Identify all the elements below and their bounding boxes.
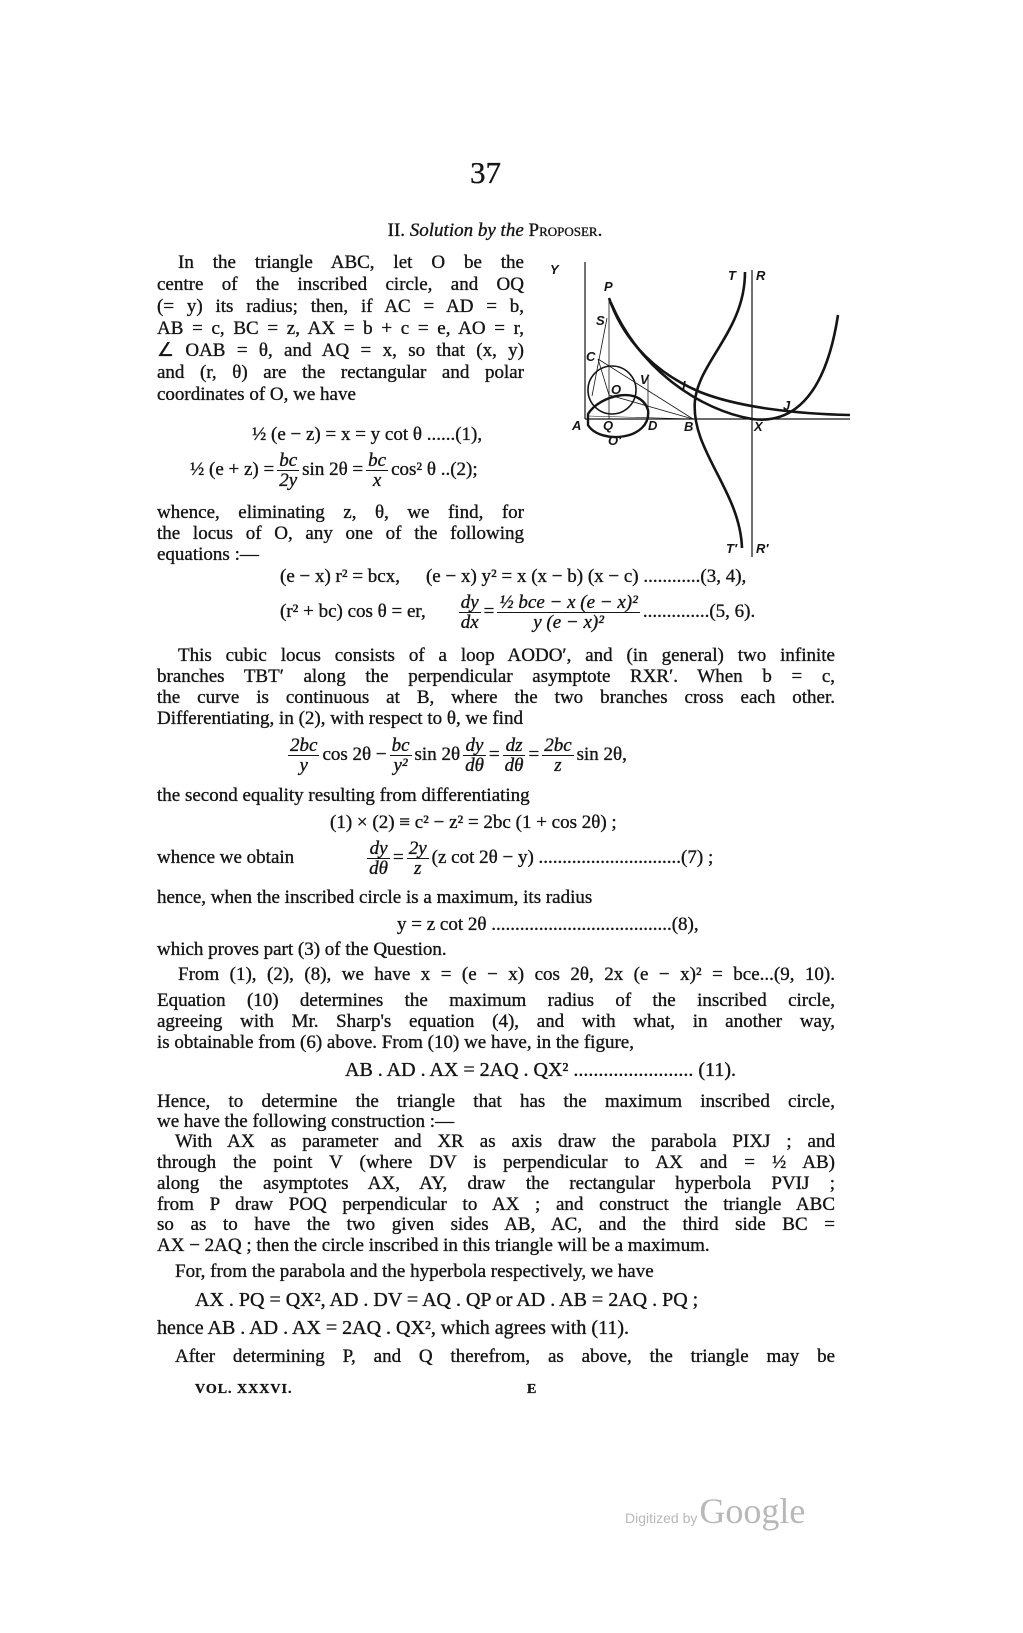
para4-line: Hence, to determine the triangle that has the maximum inscribed circle,	[157, 1091, 835, 1112]
para5-line: from P draw POQ perpendicular to AX ; and construct the triangle ABC	[157, 1194, 835, 1215]
intro-line: (= y) its radius; then, if AC = AD = b,	[157, 296, 524, 317]
numerator: 2bc	[290, 735, 318, 757]
eq-part: sin 2θ	[414, 744, 461, 765]
label-t-prime: T′	[726, 541, 738, 556]
fraction	[503, 736, 526, 775]
para3-line: Equation (10) determines the maximum radius of the inscribed circle,	[157, 990, 835, 1011]
text-line: For, from the parabola and the hyperbola respectively, we have	[175, 1261, 654, 1282]
denominator: dθ	[504, 755, 524, 777]
eq-part: =	[528, 744, 540, 765]
heading-smallcaps: Proposer.	[528, 220, 603, 241]
equation-product: (1) × (2) ≡ c² − z² = 2bc (1 + cos 2θ) ;	[330, 812, 617, 833]
intro-line: In the triangle ABC, let O be the	[178, 252, 524, 273]
fraction	[366, 451, 388, 490]
numerator: dy	[460, 592, 479, 614]
para5-line: through the point V (where DV is perpendicular to AX and = ½ AB)	[157, 1152, 835, 1173]
label-i: I	[682, 378, 686, 393]
eq-part: sin 2θ,	[576, 744, 627, 765]
volume-footer: VOL. XXXVI.	[195, 1382, 293, 1397]
label-t: T	[728, 268, 736, 283]
para2-line: This cubic locus consists of a loop AODO′, and (in general) two infinite	[178, 645, 835, 666]
fraction	[277, 451, 299, 490]
para3-line: is obtainable from (6) above. From (10) we have, in the figure,	[157, 1032, 634, 1053]
para5-line: AX − 2AQ ; then the circle inscribed in this triangle will be a maximum.	[157, 1235, 710, 1256]
figure-labels	[550, 262, 791, 556]
numerator: bc	[279, 450, 298, 472]
numerator: dz	[503, 736, 526, 756]
equation-7	[157, 836, 835, 880]
label-s: S	[596, 313, 605, 328]
label-j: J	[783, 398, 791, 413]
watermark	[625, 1490, 805, 1532]
text-line: After determining P, and Q therefrom, as above, the triangle may be	[175, 1346, 835, 1367]
whence-line: equations :—	[157, 544, 259, 565]
equation-differentiation	[285, 733, 627, 777]
text-line: the second equality resulting from differentiating	[157, 785, 530, 806]
label-r-prime: R′	[756, 541, 769, 556]
section-heading	[0, 220, 990, 242]
signature-mark: E	[527, 1382, 538, 1397]
label-p: P	[604, 279, 613, 294]
label-o: O	[611, 382, 622, 397]
numerator: bc	[391, 735, 410, 757]
numerator: 2bc	[544, 735, 572, 757]
equation-5-6	[280, 590, 755, 634]
text-line: hence AB . AD . AX = 2AQ . QX², which agrees with (11).	[157, 1317, 630, 1339]
fraction	[497, 593, 639, 632]
para2-line: branches TBT′ along the perpendicular asymptote RXR′. When b = c,	[157, 666, 835, 687]
fraction	[463, 736, 486, 775]
equation-11: AB . AD . AX = 2AQ . QX² ........................ (11).	[345, 1059, 736, 1081]
heading-italic: Solution by the	[409, 220, 524, 241]
label-a: A	[572, 418, 582, 433]
intro-line: centre of the inscribed circle, and OQ	[157, 274, 524, 295]
numerator: dy	[463, 736, 486, 756]
eq-part: ½ (e + z) =	[190, 459, 275, 480]
eq-part: cos 2θ −	[322, 744, 387, 765]
label-q: Q	[603, 418, 614, 433]
eq-part: cos² θ ..(2);	[391, 459, 478, 480]
label-b: B	[684, 419, 694, 434]
equation-8: y = z cot 2θ ......................................(8),	[397, 914, 699, 935]
numerator: bc	[368, 450, 387, 472]
watermark-brand: Google	[699, 1491, 806, 1531]
whence-line: the locus of O, any one of the following	[157, 523, 524, 544]
eq-part: =	[393, 847, 404, 868]
heading-numeral: II.	[387, 220, 406, 241]
numerator: 2y	[408, 838, 427, 860]
para2-line: the curve is continuous at B, where the two branches cross each other.	[157, 687, 835, 708]
equation-parabola: AX . PQ = QX², AD . DV = AQ . QP or AD . AB = 2AQ . PQ ;	[195, 1289, 699, 1311]
equation-2	[190, 448, 478, 492]
denominator: z	[554, 755, 562, 777]
label-c: C	[586, 349, 596, 364]
label-r: R	[756, 268, 766, 283]
label-d: D	[648, 418, 658, 433]
denominator: dθ	[369, 858, 389, 880]
eq-part: sin 2θ =	[302, 459, 364, 480]
denominator: z	[414, 858, 422, 880]
fraction	[288, 736, 319, 775]
para5-line: along the asymptotes AX, AY, draw the rectangular hyperbola PVIJ ;	[157, 1173, 835, 1194]
para5-line: With AX as parameter and XR as axis draw the parabola PIXJ ; and	[175, 1131, 835, 1152]
label-o-prime: O′	[608, 433, 622, 448]
eq-part: (e − x) y² = x (x − b) (x − c) ............(3, 4),	[425, 566, 747, 587]
page-number: 37	[470, 155, 501, 190]
denominator: y	[299, 755, 308, 777]
para3-line: agreeing with Mr. Sharp's equation (4), and with what, in another way,	[157, 1011, 835, 1032]
intro-line: and (r, θ) are the rectangular and polar	[157, 362, 524, 383]
eq-part: (z cot 2θ − y) ..............................(7) ;	[431, 847, 714, 868]
label-v: V	[640, 372, 649, 387]
whence-line: whence, eliminating z, θ, we find, for	[157, 502, 524, 523]
denominator: y²	[393, 755, 408, 777]
para2-line: Differentiating, in (2), with respect to θ, we find	[157, 708, 523, 729]
line-co	[598, 359, 609, 395]
label-y: Y	[550, 262, 559, 277]
intro-line: AB = c, BC = z, AX = b + c = e, AO = r,	[157, 318, 524, 339]
denominator: x	[372, 470, 382, 492]
eq-part: =	[488, 744, 500, 765]
denominator: y (e − x)²	[533, 612, 604, 634]
intro-line: ∠ OAB = θ, and AQ = x, so that (x, y)	[157, 340, 524, 361]
geometric-figure	[540, 250, 850, 560]
eq-part: =	[483, 601, 495, 622]
intro-line: coordinates of O, we have	[157, 384, 356, 405]
para5-line: so as to have the two given sides AB, AC, and the third side BC =	[157, 1214, 835, 1235]
label-x: X	[754, 419, 763, 434]
numerator: ½ bce − x (e − x)²	[499, 592, 638, 614]
denominator: dx	[460, 612, 479, 634]
equation-1: ½ (e − z) = x = y cot θ ......(1),	[252, 424, 483, 445]
para3-line: From (1), (2), (8), we have x = (e − x) cos 2θ, 2x (e − x)² = bce...(9, 10).	[178, 964, 835, 985]
fraction	[390, 736, 412, 775]
text-line: hence, when the inscribed circle is a maximum, its radius	[157, 887, 593, 908]
fraction	[459, 593, 481, 632]
fraction	[407, 839, 429, 878]
numerator: dy	[367, 839, 390, 859]
eq-part: ..............(5, 6).	[642, 601, 756, 622]
eq-part: (e − x) r² = bcx,	[280, 566, 400, 587]
para4-line: we have the following construction :—	[157, 1111, 455, 1132]
line-ob	[609, 395, 693, 419]
eq-label: whence we obtain	[157, 847, 295, 868]
fraction	[367, 839, 390, 878]
equation-3-4	[280, 566, 746, 588]
denominator: 2y	[279, 470, 298, 492]
eq-part: (r² + bc) cos θ = er,	[280, 601, 426, 622]
denominator: dθ	[465, 755, 484, 777]
fraction	[542, 736, 573, 775]
watermark-prefix: Digitized by	[625, 1510, 698, 1526]
text-line: which proves part (3) of the Question.	[157, 939, 447, 960]
